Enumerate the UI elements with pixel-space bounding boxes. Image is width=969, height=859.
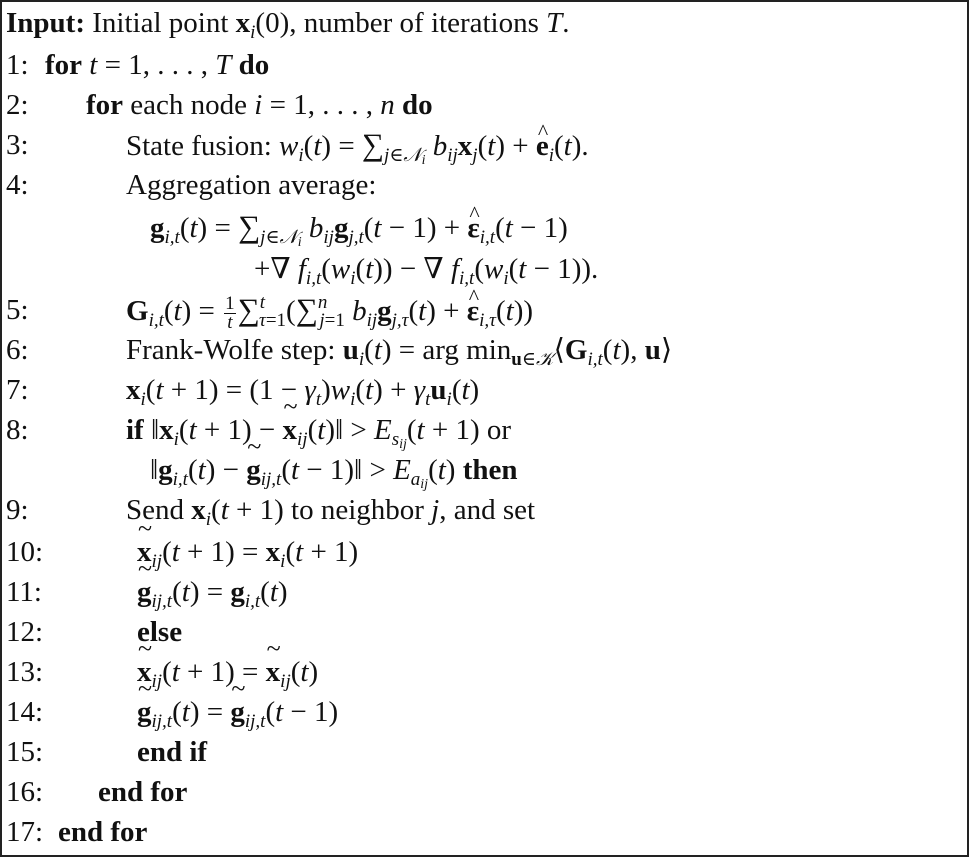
line-number: 9: [6,494,29,526]
line-number: 15: [6,736,44,768]
line-content: Send $x_i(t + 1)$ to neighbor j, and set [126,494,536,530]
line-number: 3: [6,129,29,161]
line-number: 10: [6,536,44,568]
line-number: 13: [6,656,44,688]
line-content: ~ $x_{ij}(t + 1) = x_i(t + 1)$ [137,532,358,572]
line-number: 6: [6,334,29,366]
line-content: if $‖x_i(t + 1)$ − ~ $x_{ij}(t)‖ > E_{s_{ij}}(t + 1)$ or [126,410,511,450]
line-number: 12: [6,616,44,648]
input-label: Input: [6,7,85,39]
line-content: ~ $g_{ij,t}(t)$ = ~ $g_{ij,t}(t - 1)$ [137,692,338,732]
line-number: 1: [6,49,29,81]
line-content: for t = 1, . . . , T do [45,49,270,81]
line-content: $G_{i,t}(t)$ = $\frac{1}{t}$ ∑$^t_{\tau=1}$(∑$^n_{j=1}$ $b_{ij}g_{j,\tau}(t)$ + ^ $\varepsilon_{i,\tau}(t)$) [126,290,533,332]
line-content: else [137,616,183,648]
line-content: end for [98,776,188,808]
line-number: 17: [6,816,44,848]
line-number: 4: [6,169,29,201]
line-content: $x_i(t + 1) = (1 - \gamma_t)w_i(t) + \gamma_tu_i(t)$ [126,374,480,410]
line-content: end if [137,736,208,768]
line-number: 11: [6,576,42,608]
line-content: ~ $g_{ij,t}(t) = g_{i,t}(t)$ [137,572,288,612]
line-number: 7: [6,374,29,406]
line-content: for each node i = 1, . . . , n do [86,89,433,121]
line-number: 5: [6,294,29,326]
input-content: Input: Initial point $x_i(0)$, number of iterations T. [6,7,570,43]
line-number: 8: [6,414,29,446]
line-content: State fusion: $w_i(t) = \sum_{j\in 𝒩_i}$ $b_{ij}x_j(t)$ + ^ $e_i(t)$. [126,125,589,166]
line-content: ~ $x_{ij}(t + 1)$ = ~ $x_{ij}(t)$ [137,652,318,692]
line-content: end for [58,816,148,848]
left-rule [0,0,2,857]
line-content: Frank-Wolfe step: $u_i(t)$ = arg $\min_{u\in 𝒦}⟨G_{i,t}(t)$, u⟩ [126,334,673,370]
line-number: 2: [6,89,29,121]
line-content: $‖g_{i,t}(t)$ − ~ $g_{ij,t}(t$ − 1)‖ > $E_{a_{ij}}(t)$ then [150,450,518,490]
line-number: 16: [6,776,44,808]
top-rule [0,0,969,2]
line-content: $g_{i,t}(t) = \sum_{j\in 𝒩_i}$ $b_{ij}g_{j,t}(t - 1)$ + ^ $\varepsilon_{i,t}(t - 1)$ [150,207,568,248]
line-content: Aggregation average: [126,169,377,201]
bottom-rule [0,855,969,857]
line-content: +∇ $f_{i,t}(w_i(t))$ − ∇ $f_{i,t}(w_i(t - 1))$. [254,253,599,289]
line-number: 14: [6,696,44,728]
